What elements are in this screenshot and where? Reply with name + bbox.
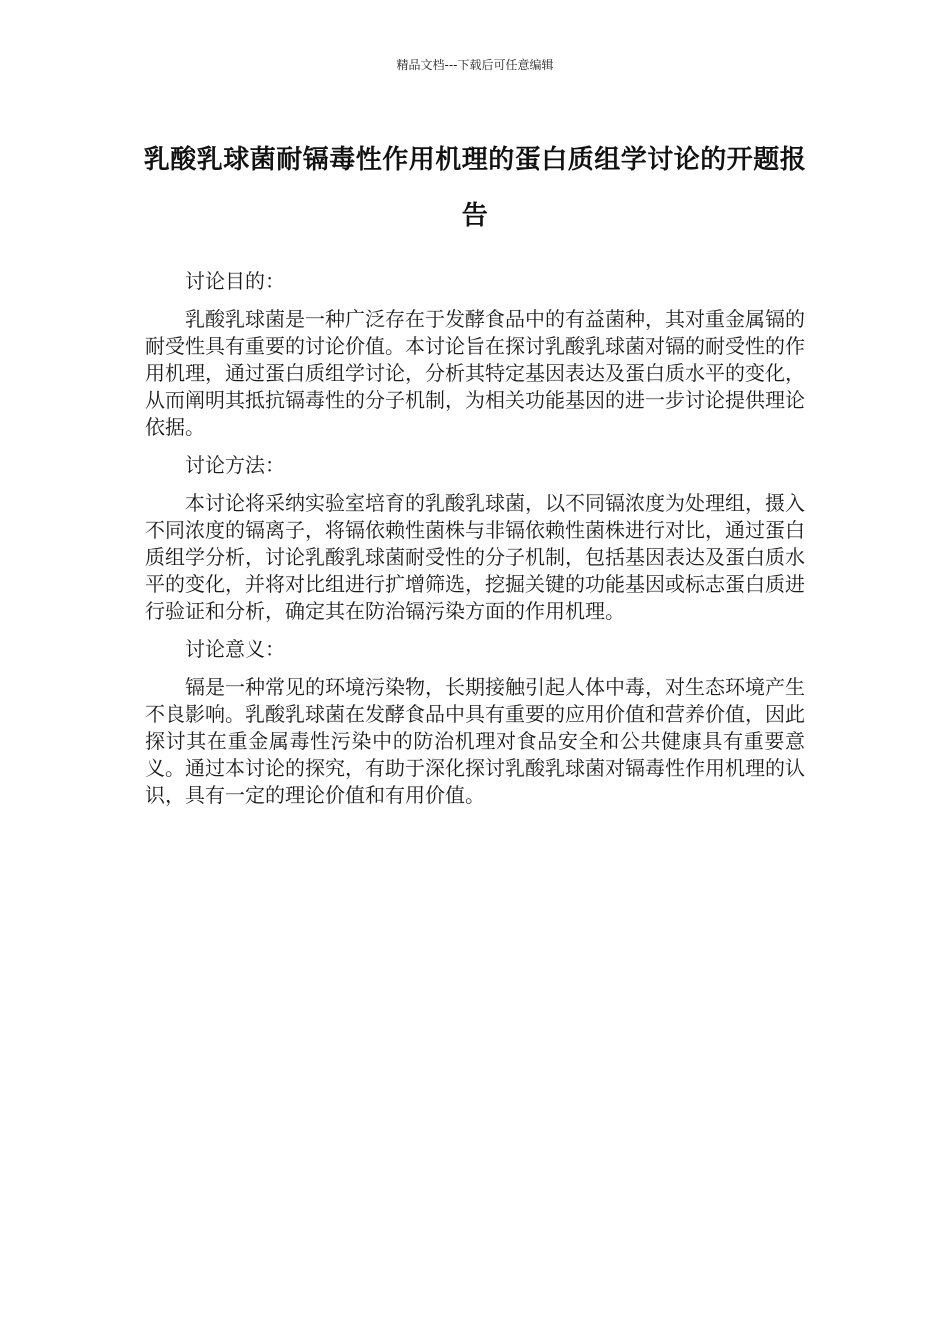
document-title: 乳酸乳球菌耐镉毒性作用机理的蛋白质组学讨论的开题报告 (143, 145, 807, 231)
section-heading-purpose: 讨论目的： (185, 269, 285, 293)
section-body-significance: 镉是一种常见的环境污染物，长期接触引起人体中毒，对生态环境产生不良影响。乳酸乳球菌在发酵食品中具有重要的应用价值和营养价值，因此探讨其在重金属毒性污染中的防治机理对食品安全和公共健康具有重要意义。通过本讨论的探究，有助于深化探讨乳酸乳球菌对镉毒性作用机理的认识，具有一定的理论价值和有用价值。 (145, 675, 805, 807)
section-body-method: 本讨论将采纳实验室培育的乳酸乳球菌，以不同镉浓度为处理组，摄入不同浓度的镉离子，将镉依赖性菌株与非镉依赖性菌株进行对比，通过蛋白质组学分析，讨论乳酸乳球菌耐受性的分子机制，包括基因表达及蛋白质水平的变化，并将对比组进行扩增筛选，挖掘关键的功能基因或标志蛋白质进行验证和分析，确定其在防治镉污染方面的作用机理。 (145, 491, 805, 623)
document-body (145, 268, 805, 809)
header-note: 精品文档---下载后可任意编辑 (396, 58, 554, 72)
section-body-purpose: 乳酸乳球菌是一种广泛存在于发酵食品中的有益菌种，其对重金属镉的耐受性具有重要的讨论价值。本讨论旨在探讨乳酸乳球菌对镉的耐受性的作用机理，通过蛋白质组学讨论，分析其特定基因表达及蛋白质水平的变化，从而阐明其抵抗镉毒性的分子机制，为相关功能基因的进一步讨论提供理论依据。 (145, 307, 805, 439)
section-heading-significance: 讨论意义： (185, 637, 285, 661)
section-heading-method: 讨论方法： (185, 453, 285, 477)
